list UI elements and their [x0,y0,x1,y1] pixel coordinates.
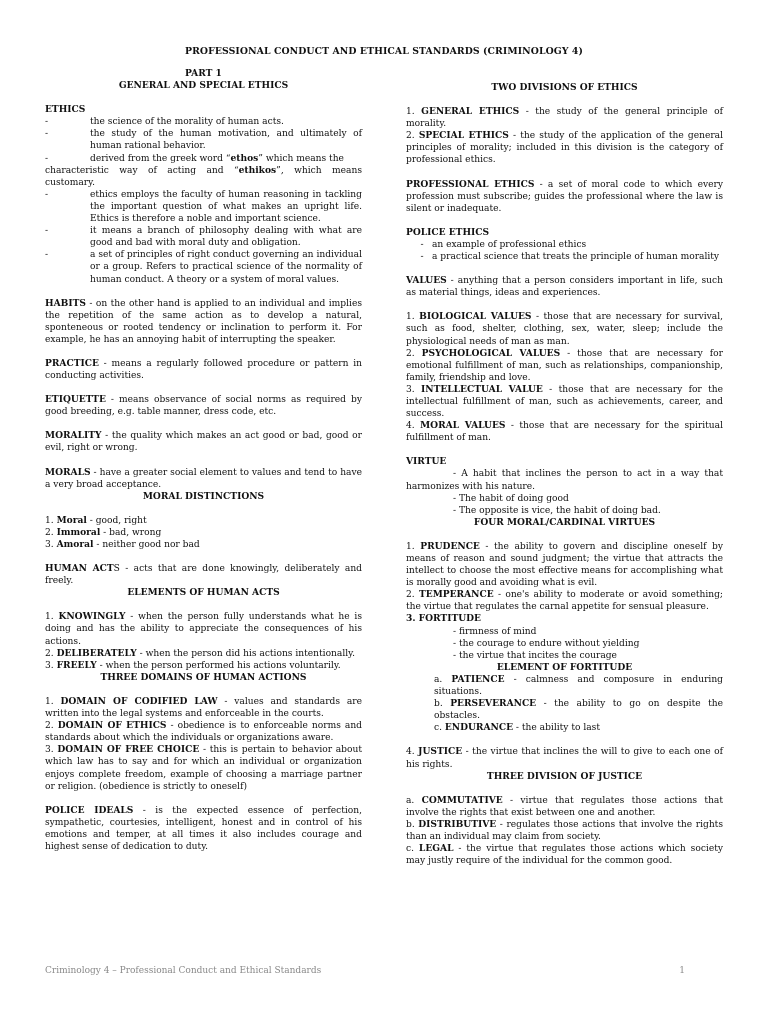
list-item: 1. PRUDENCE - the ability to govern and discipline oneself by means of reason and sound judgment; the virtue that attracts the intellect to choose the most effective means for accomplishing what is morally good and avoiding what is evil. [406,540,723,589]
list-item: 2. SPECIAL ETHICS - the study of the application of the general principles of morality; included in this division is the category of professional ethics. [406,130,724,166]
elements-list [45,611,362,671]
professional-ethics-paragraph: PROFESSIONAL ETHICS - a set of moral code to which every profession must subscribe; guides the professional where the law is silent or inadequate. [406,178,723,214]
virtue-heading: VIRTUE [406,456,447,468]
section-heading-three-domains: THREE DOMAINS OF HUMAN ACTIONS [100,671,307,683]
footer-text: Criminology 4 – Professional Conduct and Ethical Standards [45,966,322,976]
justice-divisions-list [406,795,723,868]
section-heading-elements-of-human-acts: ELEMENTS OF HUMAN ACTS [127,587,280,599]
divisions-list [406,106,723,166]
list-item: - the virtue that incites the courage [453,650,617,661]
list-item: 1. DOMAIN OF CODIFIED LAW - values and standards are written into the legal systems and enforceable in the courts. [45,695,362,720]
list-item: b. DISTRIBUTIVE - regulates those actions that involve the rights than an individual may claim from society. [406,818,723,842]
fortitude-label: 3. FORTITUDE [406,613,481,625]
list-item: 1. GENERAL ETHICS - the study of the general principle of morality. [406,106,723,130]
list-item: - it means a branch of philosophy dealing with what are good and bad with moral duty and obligation. [45,226,362,249]
list-item: b. PERSEVERANCE - the ability to go on despite the obstacles. [434,698,723,722]
list-item: - firmness of mind [453,626,537,637]
section-heading-cardinal-virtues: FOUR MORAL/CARDINAL VIRTUES [473,516,656,528]
list-item: 2. Immoral - bad, wrong [45,526,162,538]
part-label: PART 1 [185,68,222,79]
list-item: 2. DELIBERATELY - when the person did his actions intentionally. [45,647,355,659]
practice-paragraph: PRACTICE - means a regularly followed procedure or pattern in conducting activities. [45,357,362,382]
list-item: a. PATIENCE - calmness and composure in enduring situations. [434,673,723,698]
section-heading-two-divisions: TWO DIVISIONS OF ETHICS [491,82,638,93]
list-item: c. LEGAL - the virtue that regulates those actions which society may justly require of the individual for the common good. [406,843,723,867]
list-item: c. ENDURANCE - the ability to last [434,722,600,734]
list-item-continuation: characteristic way of acting and “ethikos”, which means customary. [45,164,362,188]
morals-paragraph: MORALS - have a greater social element to values and tend to have a very broad acceptance. [45,466,362,490]
list-item: 1. BIOLOGICAL VALUES - those that are necessary for survival, such as food, shelter, clothing, sex, water, sleep; include the physiological needs of man as man. [406,311,723,347]
list-item: - The habit of doing good [453,493,569,504]
habits-paragraph: HABITS - on the other hand is applied to an individual and implies the repetition of the same action as to develop a natural, sponteneous or rooted tendency or inclination to perform it. For example, he has an annoying habit of interrupting the speaker. [45,297,362,345]
right-column [406,82,723,867]
list-item: 2. PSYCHOLOGICAL VALUES - those that are necessary for emotional fulfillment of man, such as relationships, companionship, family, friendship and love. [406,347,723,383]
moral-distinctions-list [45,515,362,551]
list-item: 3. DOMAIN OF FREE CHOICE - this is pertain to behavior about which law has to say and for which an individual or organization enjoys complete freedom, example of choosing a marriage partner or religion. (obedience is strictly to oneself) [45,744,362,792]
justice-paragraph: 4. JUSTICE - the virtue that inclines the will to give to each one of his rights. [406,746,723,770]
list-item: 2. DOMAIN OF ETHICS - obedience is to enforceable norms and standards about which the individuals or organizations aware. [45,720,363,744]
human-acts-paragraph: HUMAN ACTS - acts that are done knowingly, deliberately and freely. [45,563,362,587]
list-item: - a set of principles of right conduct governing an individual or a group. Refers to practical science of the normality of human conduct. A theory or a system of moral values. [45,250,362,285]
cardinal-virtues-list [406,541,723,662]
list-item: 3. FREELY - when the person performed his actions voluntarily. [45,659,341,671]
police-ethics-heading: POLICE ETHICS [406,226,490,238]
section-heading-three-division-of-justice: THREE DIVISION OF JUSTICE [486,770,643,782]
list-item: - the science of the morality of human acts. [45,117,284,128]
list-item: - ethics employs the faculty of human reasoning in tackling the important question of what makes an upright life. Ethics is therefore a noble and important science. [45,189,362,225]
list-item: - the courage to endure without yielding [453,638,640,649]
morality-paragraph: MORALITY - the quality which makes an act good or bad, good or evil, right or wrong. [45,430,362,454]
virtue-definition: - A habit that inclines the person to act in a way that harmonizes with his nature. [406,469,723,492]
values-paragraph: VALUES - anything that a person considers important in life, such as material things, ideas and experiences. [406,275,723,299]
page-number: 1 [679,966,685,976]
fortitude-elements-list [406,674,723,734]
left-column [45,68,362,853]
ethics-heading: ETHICS [45,104,86,116]
etiquette-paragraph: ETIQUETTE - means observance of social norms as required by good breeding, e.g. table manner, dress code, etc. [45,394,362,418]
section-heading-element-of-fortitude: ELEMENT OF FORTITUDE [496,661,633,673]
list-item: 4. MORAL VALUES - those that are necessary for the spiritual fulfillment of man. [406,420,723,444]
domains-list [45,696,362,793]
list-item: a. COMMUTATIVE - virtue that regulates those actions that involve the rights that exist between one and another. [406,794,724,818]
list-item: - the study of the human motivation, and ultimately of human rational behavior. [45,129,362,152]
section-heading-moral-distinctions: MORAL DISTINCTIONS [142,490,265,502]
list-item: - The opposite is vice, the habit of doing bad. [453,505,661,516]
police-ideals-paragraph: POLICE IDEALS - is the expected essence of perfection, sympathetic, courtesies, intelligent, honest and in control of his emotions and temper, at all times it also includes courage and highest sense of dedication to duty. [45,804,362,852]
section-heading-general-special-ethics: GENERAL AND SPECIAL ETHICS [118,80,289,92]
list-item: 3. INTELLECTUAL VALUE - those that are necessary for the intellectual fulfillment of man, such as achievements, career, and success. [406,383,723,420]
document-title: PROFESSIONAL CONDUCT AND ETHICAL STANDARDS (CRIMINOLOGY 4) [185,46,583,57]
list-item: 1. Moral - good, right [45,514,147,526]
list-item: - an example of professional ethics [406,239,587,250]
list-item: 2. TEMPERANCE - one's ability to moderate or avoid something; the virtue that regulates the carnal appetite for sensual pleasure. [406,589,723,613]
list-item: - derived from the greek word “ethos” which means the [45,152,344,164]
page-footer [45,965,685,977]
list-item: 1. KNOWINGLY - when the person fully understands what he is doing and has the ability to appreciate the consequences of his actions. [45,611,362,647]
list-item: 3. Amoral - neither good nor bad [45,539,200,550]
value-types-list [406,311,723,444]
list-item: - a practical science that treats the principle of human morality [406,252,720,263]
